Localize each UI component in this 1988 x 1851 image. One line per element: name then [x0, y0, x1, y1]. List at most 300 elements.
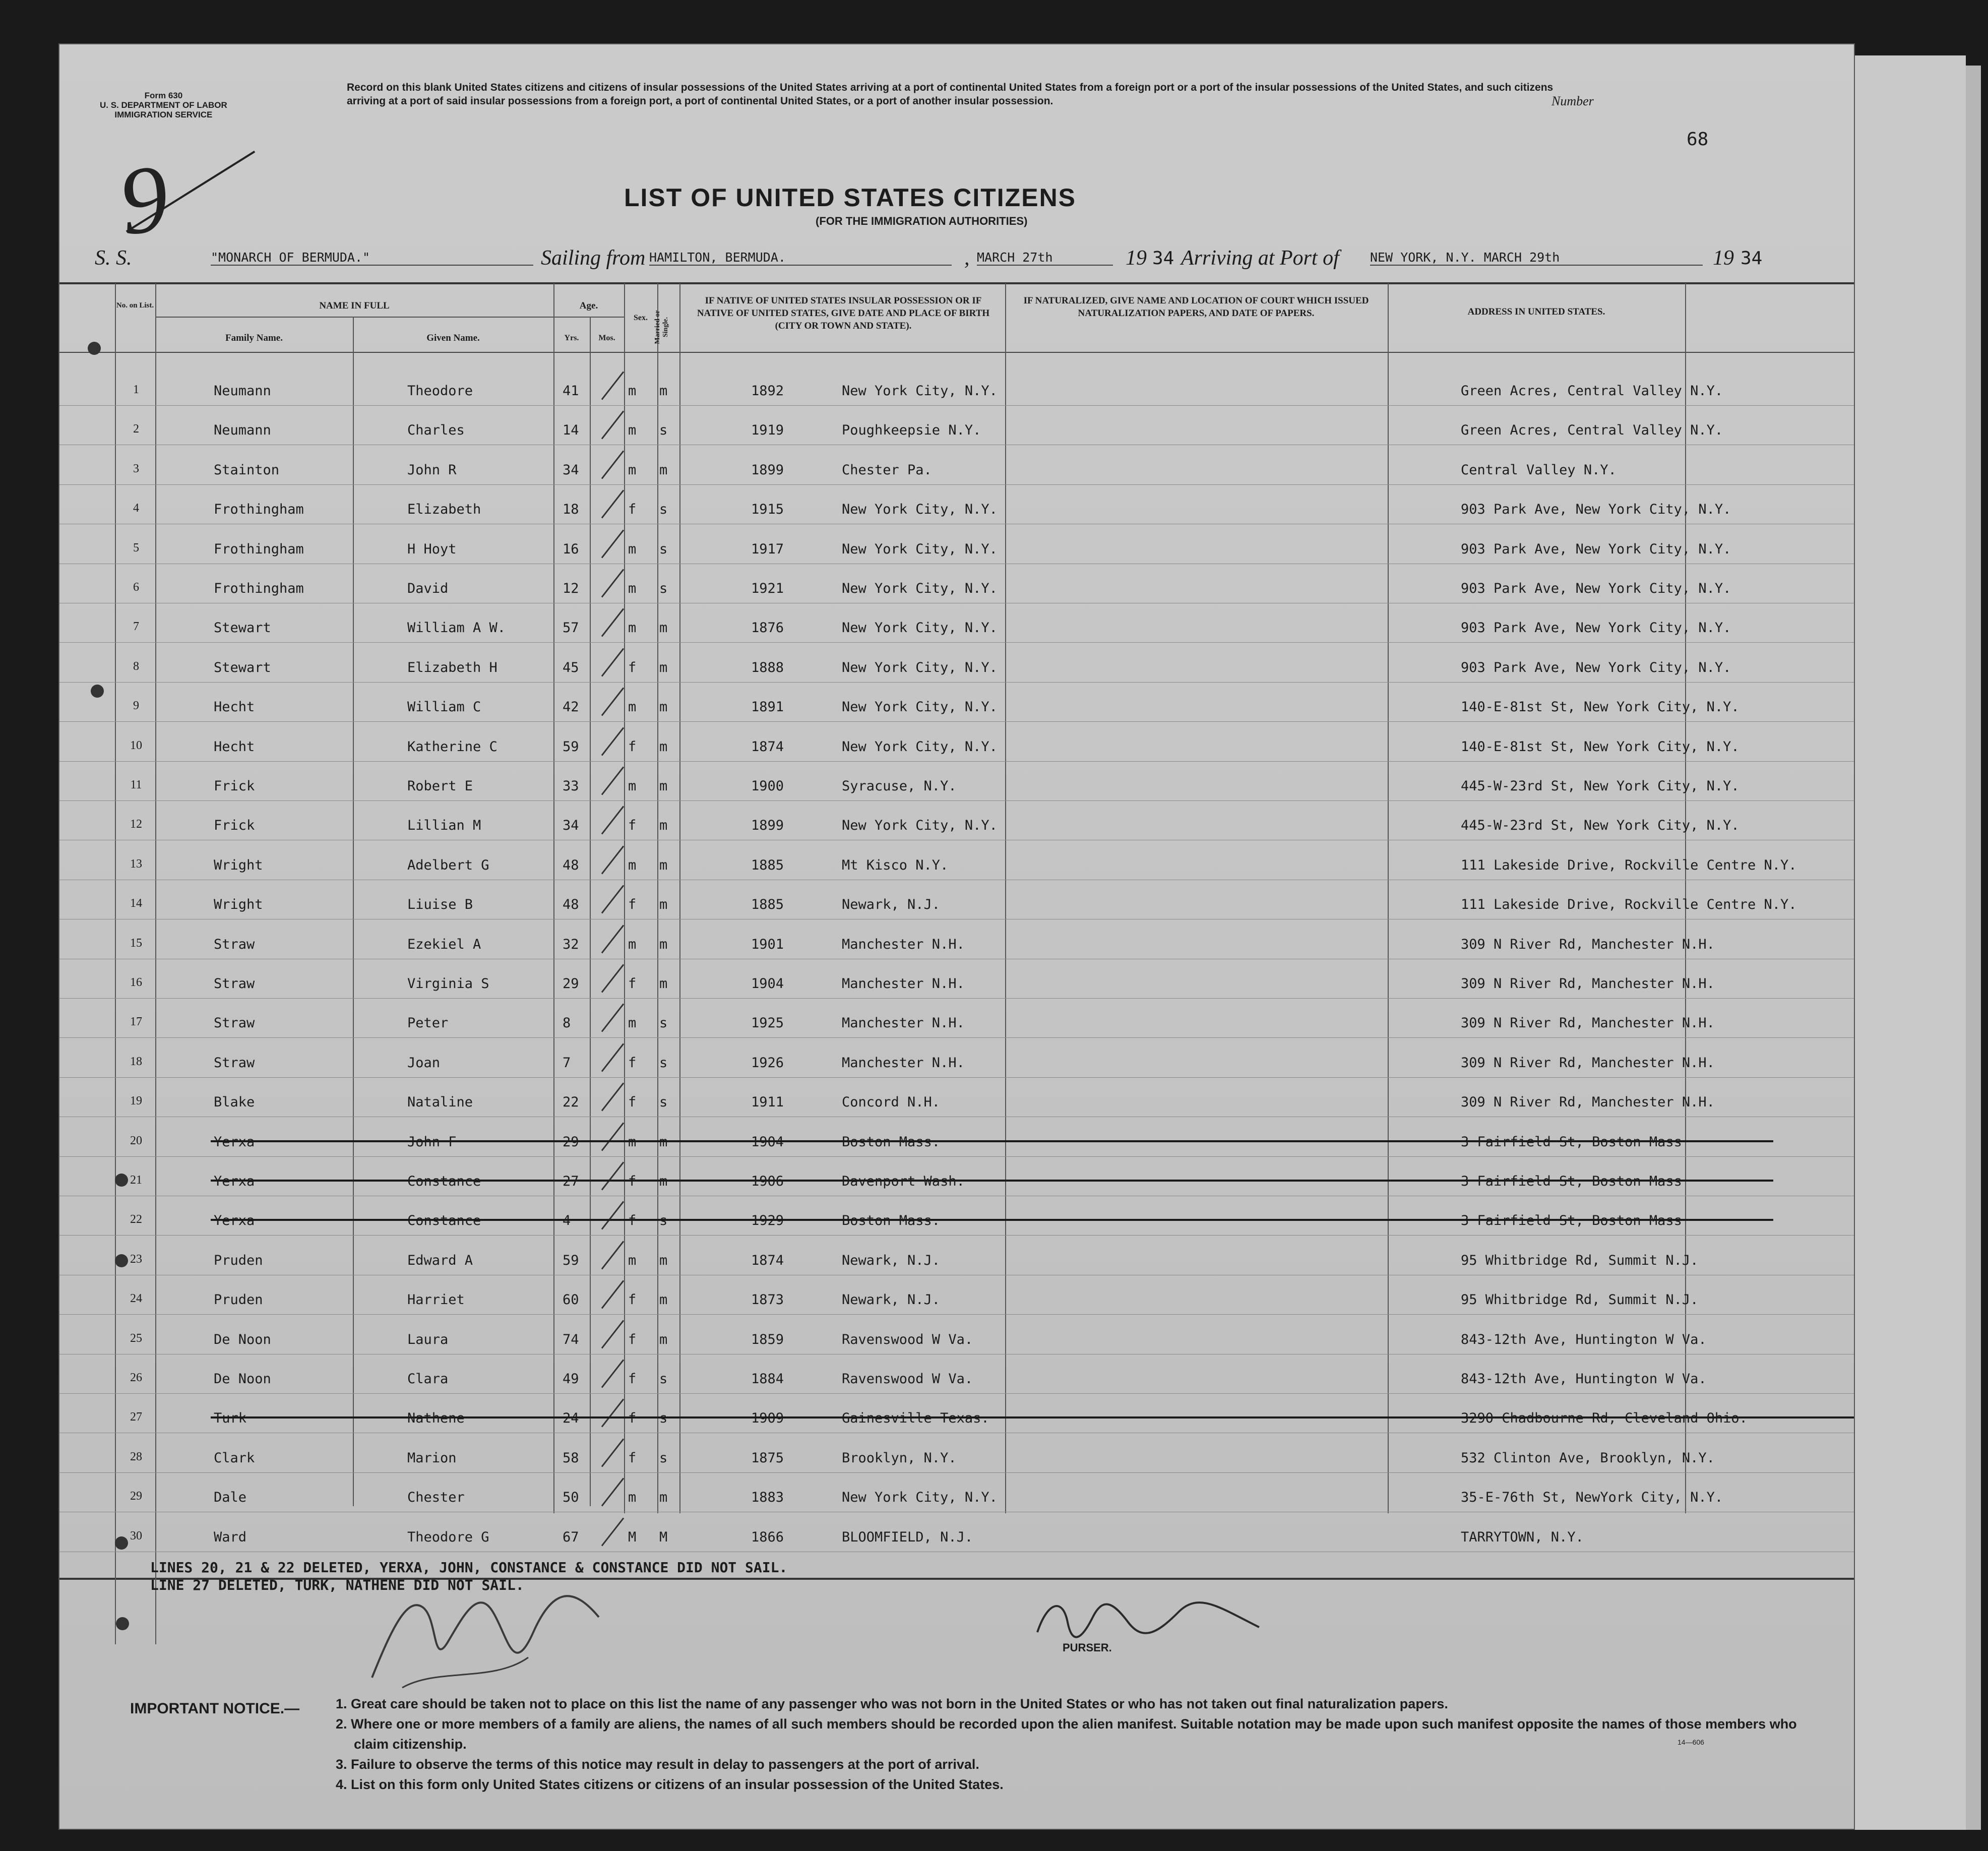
- given-name: Theodore: [407, 383, 473, 399]
- birth-year: 1901: [751, 936, 784, 952]
- given-name: Laura: [407, 1331, 449, 1347]
- birth-year: 1917: [751, 541, 784, 557]
- deletion-note-2: LINE 27 DELETED, TURK, NATHENE DID NOT SAIL.: [150, 1577, 524, 1593]
- row-rule: [59, 721, 1854, 722]
- table-row: [59, 818, 1854, 857]
- row-rule: [59, 405, 1854, 406]
- header-yrs: Yrs.: [564, 334, 579, 342]
- header-sex: Sex.: [634, 314, 648, 322]
- family-name: Hecht: [214, 738, 255, 755]
- birth-place: Mt Kisco N.Y.: [842, 857, 949, 873]
- age: 14: [563, 422, 579, 439]
- birth-year: 1885: [751, 857, 784, 873]
- family-name: Blake: [214, 1094, 255, 1110]
- address: 903 Park Ave, New York City, N.Y.: [1461, 502, 1731, 518]
- row-rule: [59, 484, 1854, 485]
- table-row: [59, 1094, 1854, 1134]
- sailing-from-label: Sailing from: [541, 246, 646, 270]
- marital-status: s: [659, 502, 668, 518]
- birth-year: 1859: [751, 1331, 784, 1347]
- header-age: Age.: [579, 300, 598, 311]
- given-name: Liuise B: [407, 897, 473, 913]
- given-name: Elizabeth H: [407, 659, 498, 675]
- row-number: 10: [130, 738, 142, 752]
- given-name: William A W.: [407, 620, 506, 636]
- table-row: [59, 1055, 1854, 1094]
- sex: f: [628, 1450, 637, 1466]
- number-value: 68: [1687, 129, 1709, 150]
- family-name: Wright: [214, 857, 263, 873]
- notice-list: [336, 1694, 1823, 1795]
- punch-hole: [88, 342, 101, 355]
- age: 48: [563, 897, 579, 913]
- family-name: Wright: [214, 897, 263, 913]
- address: 111 Lakeside Drive, Rockville Centre N.Y.: [1461, 897, 1797, 913]
- year-prefix: 19: [1126, 246, 1147, 270]
- deletion-strike: [211, 1180, 1773, 1182]
- marital-status: m: [659, 778, 668, 794]
- address: TARRYTOWN, N.Y.: [1461, 1529, 1584, 1545]
- sex: f: [628, 659, 637, 675]
- family-name: Frick: [214, 818, 255, 834]
- table-row: [59, 1213, 1854, 1252]
- address: Green Acres, Central Valley N.Y.: [1461, 383, 1723, 399]
- age: 22: [563, 1094, 579, 1110]
- given-name: Ezekiel A: [407, 936, 481, 952]
- sex: f: [628, 1292, 637, 1308]
- given-name: Virginia S: [407, 976, 489, 992]
- row-number: 6: [133, 581, 139, 594]
- family-name: Straw: [214, 1015, 255, 1031]
- marital-status: s: [659, 1450, 668, 1466]
- age: 49: [563, 1371, 579, 1387]
- age: 41: [563, 383, 579, 399]
- sex: m: [628, 699, 637, 715]
- given-name: Charles: [407, 422, 465, 439]
- age: 48: [563, 857, 579, 873]
- family-name: Ward: [214, 1529, 247, 1545]
- birth-place: New York City, N.Y.: [842, 541, 998, 557]
- sex: m: [628, 541, 637, 557]
- marital-status: m: [659, 936, 668, 952]
- birth-year: 1891: [751, 699, 784, 715]
- age: 29: [563, 976, 579, 992]
- family-name: Pruden: [214, 1252, 263, 1268]
- family-name: Straw: [214, 936, 255, 952]
- age: 34: [563, 462, 579, 478]
- birth-place: Manchester N.H.: [842, 1055, 965, 1071]
- age: 7: [563, 1055, 571, 1071]
- birth-place: Ravenswood W Va.: [842, 1331, 973, 1347]
- birth-place: Syracuse, N.Y.: [842, 778, 957, 794]
- birth-place: Concord N.H.: [842, 1094, 941, 1110]
- marital-status: m: [659, 818, 668, 834]
- birth-place: New York City, N.Y.: [842, 699, 998, 715]
- birth-place: BLOOMFIELD, N.J.: [842, 1529, 973, 1545]
- punch-hole: [116, 1617, 129, 1630]
- birth-place: New York City, N.Y.: [842, 383, 998, 399]
- family-name: Frick: [214, 778, 255, 794]
- notice-heading: IMPORTANT NOTICE.—: [130, 1700, 300, 1717]
- birth-year: 1885: [751, 897, 784, 913]
- row-rule: [59, 1235, 1854, 1236]
- given-name: Clara: [407, 1371, 449, 1387]
- marital-status: m: [659, 699, 668, 715]
- address: 903 Park Ave, New York City, N.Y.: [1461, 620, 1731, 636]
- marital-status: s: [659, 1055, 668, 1071]
- table-row: [59, 1292, 1854, 1331]
- marital-status: m: [659, 857, 668, 873]
- row-number: 24: [130, 1292, 142, 1306]
- table-row: [59, 937, 1854, 976]
- table-row: [59, 976, 1854, 1015]
- row-number: 1: [133, 383, 139, 396]
- row-rule: [59, 998, 1854, 999]
- number-label: Number: [1551, 94, 1594, 108]
- age: 32: [563, 936, 579, 952]
- birth-place: Poughkeepsie N.Y.: [842, 422, 981, 439]
- row-number: 17: [130, 1015, 142, 1029]
- birth-place: New York City, N.Y.: [842, 818, 998, 834]
- marital-status: s: [659, 581, 668, 596]
- family-name: De Noon: [214, 1331, 271, 1347]
- sailing-from: HAMILTON, BERMUDA.: [649, 250, 952, 266]
- birth-year: 1892: [751, 383, 784, 399]
- family-name: Frothingham: [214, 541, 304, 557]
- given-name: Lillian M: [407, 818, 481, 834]
- address: 95 Whitbridge Rd, Summit N.J.: [1461, 1292, 1699, 1308]
- row-number: 30: [130, 1529, 142, 1542]
- header-married-single: Married or Single.: [654, 310, 669, 344]
- family-name: Stainton: [214, 462, 280, 478]
- birth-place: New York City, N.Y.: [842, 738, 998, 755]
- birth-year: 1899: [751, 818, 784, 834]
- family-name: Pruden: [214, 1292, 263, 1308]
- birth-year: 1874: [751, 738, 784, 755]
- row-number: 20: [130, 1134, 142, 1147]
- arriving-port: NEW YORK, N.Y. MARCH 29th: [1370, 250, 1703, 266]
- birth-place: Manchester N.H.: [842, 1015, 965, 1031]
- birth-year: 1884: [751, 1371, 784, 1387]
- row-number: 5: [133, 541, 139, 554]
- marital-status: m: [659, 738, 668, 755]
- table-row: [59, 897, 1854, 936]
- address: 843-12th Ave, Huntington W Va.: [1461, 1331, 1707, 1347]
- table-row: [59, 778, 1854, 818]
- sex: f: [628, 1371, 637, 1387]
- row-rule: [59, 761, 1854, 762]
- address: 843-12th Ave, Huntington W Va.: [1461, 1371, 1707, 1387]
- birth-place: Newark, N.J.: [842, 1292, 941, 1308]
- birth-year: 1888: [751, 659, 784, 675]
- marital-status: m: [659, 976, 668, 992]
- row-number: 23: [130, 1252, 142, 1266]
- birth-place: New York City, N.Y.: [842, 502, 998, 518]
- birth-year: 1904: [751, 976, 784, 992]
- birth-year: 1866: [751, 1529, 784, 1545]
- sex: f: [628, 976, 637, 992]
- sex: f: [628, 818, 637, 834]
- punch-hole: [91, 685, 104, 698]
- row-number: 4: [133, 502, 139, 515]
- row-number: 3: [133, 462, 139, 475]
- given-name: Robert E: [407, 778, 473, 794]
- table-row: [59, 660, 1854, 699]
- given-name: Nataline: [407, 1094, 473, 1110]
- table-row: [59, 1253, 1854, 1292]
- birth-place: Ravenswood W Va.: [842, 1371, 973, 1387]
- ship-name: "MONARCH OF BERMUDA.": [211, 250, 533, 266]
- sex: f: [628, 738, 637, 755]
- address: Green Acres, Central Valley N.Y.: [1461, 422, 1723, 439]
- birth-year: 1911: [751, 1094, 784, 1110]
- family-name: Frothingham: [214, 502, 304, 518]
- birth-place: Chester Pa.: [842, 462, 932, 478]
- given-name: David: [407, 581, 449, 596]
- table-row: [59, 1015, 1854, 1055]
- address: 111 Lakeside Drive, Rockville Centre N.Y.: [1461, 857, 1797, 873]
- sex: m: [628, 462, 637, 478]
- sex: m: [628, 1252, 637, 1268]
- table-row: [59, 1332, 1854, 1371]
- age: 50: [563, 1490, 579, 1506]
- notice-item: 2. Where one or more members of a family are aliens, the names of all such members should be recorded upon the alien manifest. Suitable notation may be made upon such manifest opposite the names of those members who claim citizenship.: [336, 1716, 1797, 1752]
- row-number: 2: [133, 422, 139, 436]
- birth-year: 1875: [751, 1450, 784, 1466]
- manifest-sheet: [59, 44, 1854, 1829]
- table-top-rule: [59, 282, 1854, 284]
- table-row: [59, 1174, 1854, 1213]
- row-number: 29: [130, 1490, 142, 1503]
- purser-label: PURSER.: [1063, 1641, 1112, 1654]
- birth-year: 1883: [751, 1490, 784, 1506]
- given-name: Elizabeth: [407, 502, 481, 518]
- sex: m: [628, 581, 637, 596]
- sex: f: [628, 1094, 637, 1110]
- row-rule: [59, 1393, 1854, 1394]
- address: 903 Park Ave, New York City, N.Y.: [1461, 659, 1731, 675]
- row-rule: [59, 1472, 1854, 1473]
- birth-year: 1921: [751, 581, 784, 596]
- header-bottom-rule: [59, 352, 1854, 353]
- table-row: [59, 383, 1854, 422]
- row-number: 19: [130, 1094, 142, 1108]
- row-number: 25: [130, 1331, 142, 1345]
- table-row: [59, 857, 1854, 897]
- header-birth: IF NATIVE OF UNITED STATES INSULAR POSSESSION OR IF NATIVE OF UNITED STATES, GIVE DATE AND PLACE OF BIRTH (CITY OR TOWN AND STATE).: [697, 295, 990, 331]
- address: 903 Park Ave, New York City, N.Y.: [1461, 581, 1731, 596]
- deletion-strike: [211, 1219, 1773, 1221]
- sex: m: [628, 1490, 637, 1506]
- age: 58: [563, 1450, 579, 1466]
- age: 45: [563, 659, 579, 675]
- deletion-note-1: LINES 20, 21 & 22 DELETED, YERXA, JOHN, CONSTANCE & CONSTANCE DID NOT SAIL.: [150, 1559, 788, 1576]
- punch-hole: [115, 1174, 128, 1187]
- marital-status: s: [659, 422, 668, 439]
- arriving-year: 34: [1741, 248, 1763, 269]
- row-number: 21: [130, 1174, 142, 1187]
- marital-status: m: [659, 897, 668, 913]
- birth-place: Brooklyn, N.Y.: [842, 1450, 957, 1466]
- sex: f: [628, 1331, 637, 1347]
- check-mark: [601, 371, 624, 400]
- birth-place: New York City, N.Y.: [842, 620, 998, 636]
- notice-item: 1. Great care should be taken not to place on this list the name of any passenger who was not born in the United States or who has not taken out final naturalization papers.: [336, 1696, 1448, 1711]
- deletion-strike: [211, 1140, 1773, 1142]
- address: 309 N River Rd, Manchester N.H.: [1461, 1094, 1715, 1110]
- marital-status: s: [659, 541, 668, 557]
- marital-status: m: [659, 1252, 668, 1268]
- given-name: Marion: [407, 1450, 457, 1466]
- birth-year: 1919: [751, 422, 784, 439]
- sheet-mark: 9: [112, 144, 175, 256]
- purser-signature: [1027, 1592, 1269, 1647]
- table-row: [59, 1134, 1854, 1174]
- given-name: Adelbert G: [407, 857, 489, 873]
- marital-status: m: [659, 1331, 668, 1347]
- department: U. S. DEPARTMENT OF LABOR: [100, 100, 227, 110]
- family-name: Stewart: [214, 620, 271, 636]
- deletion-strike: [211, 1416, 1854, 1418]
- row-number: 22: [130, 1213, 142, 1226]
- row-number: 7: [133, 620, 139, 634]
- arriving-label: Arriving at Port of: [1181, 246, 1339, 270]
- table-row: [59, 1410, 1854, 1450]
- given-name: Peter: [407, 1015, 449, 1031]
- address: 140-E-81st St, New York City, N.Y.: [1461, 738, 1740, 755]
- birth-place: New York City, N.Y.: [842, 659, 998, 675]
- sex: f: [628, 502, 637, 518]
- row-number: 11: [130, 778, 142, 791]
- birth-year: 1915: [751, 502, 784, 518]
- given-name: John R: [407, 462, 457, 478]
- birth-place: Newark, N.J.: [842, 897, 941, 913]
- sex: m: [628, 857, 637, 873]
- notice-item: 4. List on this form only United States citizens or citizens of an insular possession of the United States.: [336, 1777, 1004, 1792]
- row-number: 12: [130, 818, 142, 831]
- family-name: Dale: [214, 1490, 247, 1506]
- age: 33: [563, 778, 579, 794]
- age: 34: [563, 818, 579, 834]
- sex: M: [628, 1529, 637, 1545]
- row-number: 28: [130, 1450, 142, 1463]
- row-rule: [59, 1314, 1854, 1315]
- address: 95 Whitbridge Rd, Summit N.J.: [1461, 1252, 1699, 1268]
- age: 12: [563, 581, 579, 596]
- marital-status: m: [659, 659, 668, 675]
- table-row: [59, 502, 1854, 541]
- table-row: [59, 1450, 1854, 1490]
- comma: ,: [964, 246, 970, 270]
- given-name: H Hoyt: [407, 541, 457, 557]
- birth-year: 1873: [751, 1292, 784, 1308]
- row-rule: [59, 800, 1854, 801]
- marital-status: m: [659, 1292, 668, 1308]
- header-sub-rule: [155, 317, 624, 318]
- given-name: Theodore G: [407, 1529, 489, 1545]
- birth-year: 1876: [751, 620, 784, 636]
- form-number: Form 630: [144, 91, 183, 100]
- birth-place: New York City, N.Y.: [842, 1490, 998, 1506]
- year-prefix: 19: [1713, 246, 1734, 270]
- row-number: 26: [130, 1371, 142, 1384]
- age: 74: [563, 1331, 579, 1347]
- marital-status: s: [659, 1015, 668, 1031]
- family-name: Straw: [214, 1055, 255, 1071]
- age: 57: [563, 620, 579, 636]
- table-row: [59, 620, 1854, 659]
- page-title: LIST OF UNITED STATES CITIZENS: [624, 183, 1077, 212]
- ss-label: S. S.: [95, 246, 132, 270]
- marital-status: s: [659, 1371, 668, 1387]
- marital-status: m: [659, 383, 668, 399]
- age: 42: [563, 699, 579, 715]
- given-name: William C: [407, 699, 481, 715]
- table-row: [59, 1490, 1854, 1529]
- table-row: [59, 422, 1854, 462]
- family-name: Frothingham: [214, 581, 304, 596]
- birth-year: 1874: [751, 1252, 784, 1268]
- address: 445-W-23rd St, New York City, N.Y.: [1461, 818, 1740, 834]
- given-name: Joan: [407, 1055, 441, 1071]
- header-naturalized: IF NATURALIZED, GIVE NAME AND LOCATION OF COURT WHICH ISSUED NATURALIZATION PAPERS, AND DATE OF PAPERS.: [1023, 295, 1369, 319]
- row-number: 15: [130, 936, 142, 950]
- sex: f: [628, 1055, 637, 1071]
- given-name: Harriet: [407, 1292, 465, 1308]
- family-name: Clark: [214, 1450, 255, 1466]
- address: 35-E-76th St, NewYork City, N.Y.: [1461, 1490, 1723, 1506]
- marital-status: m: [659, 620, 668, 636]
- form-number-block: [100, 91, 227, 119]
- sailing-year: 34: [1152, 248, 1174, 269]
- family-name: Straw: [214, 976, 255, 992]
- family-name: Neumann: [214, 383, 271, 399]
- birth-year: 1899: [751, 462, 784, 478]
- given-name: Edward A: [407, 1252, 473, 1268]
- page-subtitle: (FOR THE IMMIGRATION AUTHORITIES): [816, 215, 1028, 227]
- row-number: 18: [130, 1055, 142, 1068]
- family-name: Hecht: [214, 699, 255, 715]
- birth-year: 1925: [751, 1015, 784, 1031]
- address: 445-W-23rd St, New York City, N.Y.: [1461, 778, 1740, 794]
- row-rule: [59, 1037, 1854, 1038]
- age: 59: [563, 1252, 579, 1268]
- row-number: 13: [130, 857, 142, 871]
- address: 309 N River Rd, Manchester N.H.: [1461, 1015, 1715, 1031]
- given-name: Chester: [407, 1490, 465, 1506]
- row-number: 9: [133, 699, 139, 713]
- notice-item: 3. Failure to observe the terms of this notice may result in delay to passengers at the port of arrival.: [336, 1757, 979, 1772]
- birth-year: 1926: [751, 1055, 784, 1071]
- sex: m: [628, 383, 637, 399]
- header-name-in-full: NAME IN FULL: [319, 300, 390, 311]
- age: 67: [563, 1529, 579, 1545]
- marital-status: s: [659, 1094, 668, 1110]
- sex: f: [628, 897, 637, 913]
- birth-year: 1900: [751, 778, 784, 794]
- birth-place: Manchester N.H.: [842, 936, 965, 952]
- given-name: Katherine C: [407, 738, 498, 755]
- family-name: Stewart: [214, 659, 271, 675]
- address: Central Valley N.Y.: [1461, 462, 1617, 478]
- family-name: Neumann: [214, 422, 271, 439]
- family-name: De Noon: [214, 1371, 271, 1387]
- address: 309 N River Rd, Manchester N.H.: [1461, 936, 1715, 952]
- punch-hole: [115, 1254, 128, 1267]
- address: 532 Clinton Ave, Brooklyn, N.Y.: [1461, 1450, 1715, 1466]
- service: IMMIGRATION SERVICE: [114, 110, 213, 119]
- age: 59: [563, 738, 579, 755]
